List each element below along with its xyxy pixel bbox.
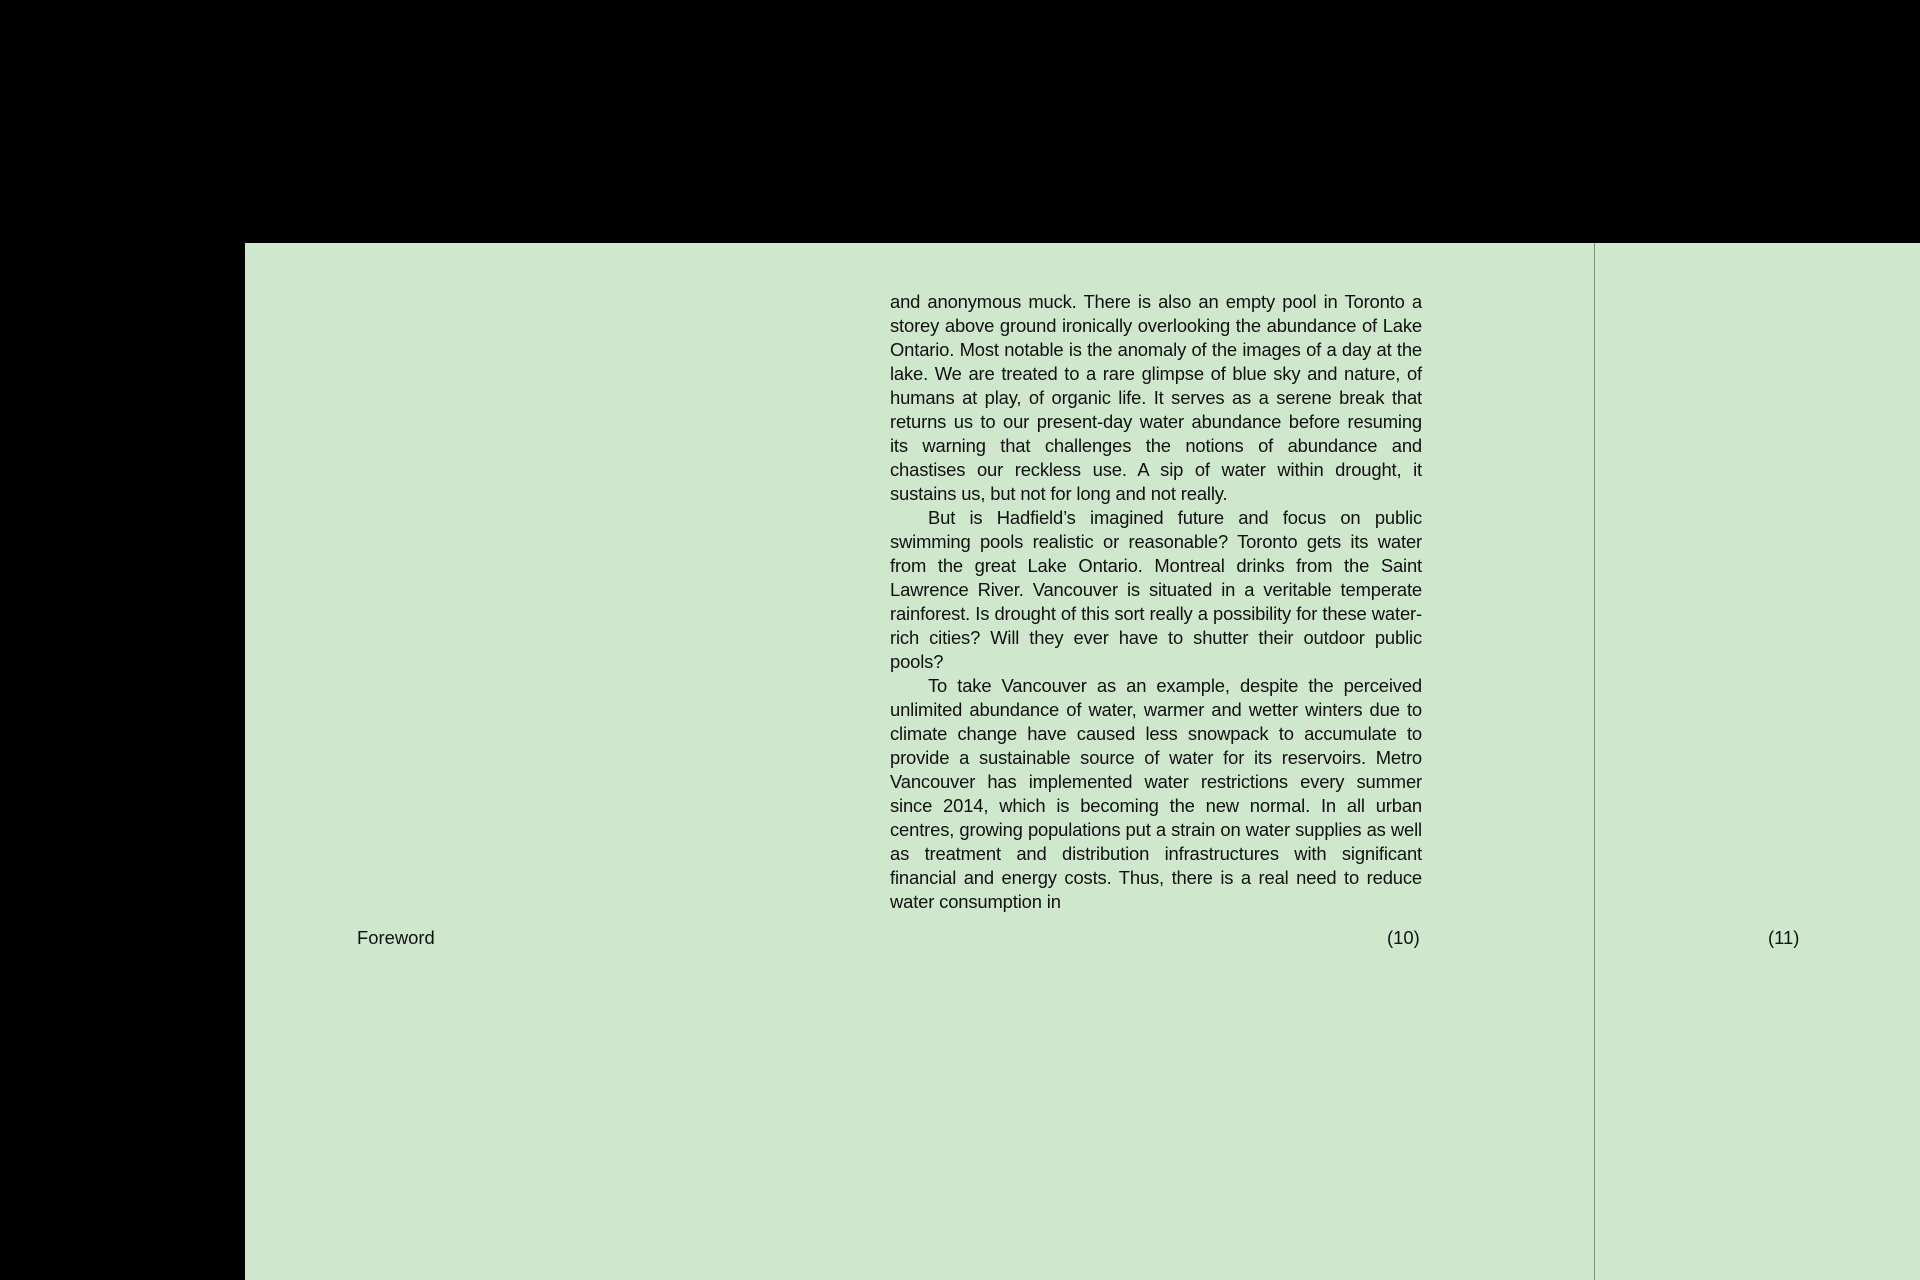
body-text-column (890, 290, 1422, 914)
left-page-number: (10) (1387, 927, 1420, 948)
running-title: Foreword (357, 927, 435, 948)
right-page (1595, 243, 1920, 1280)
right-page-number: (11) (1768, 927, 1800, 948)
paragraph-2: But is Hadfield’s imagined future and focus on public swimming pools realistic or reasonable? Toronto gets its water from the great Lake Ontario. Montreal drinks from the Saint Lawrence River. Vancouver is situated in a veritable temperate rainforest. Is drought of this sort really a possibility for these water-rich cities? Will they ever have to shutter their outdoor public pools? (890, 507, 1422, 672)
spine-gutter-line (1594, 243, 1595, 1280)
paragraph-1: and anonymous muck. There is also an empty pool in Toronto a storey above ground ironically overlooking the abundance of Lake Ontario. Most notable is the anomaly of the images of a day at the lake. We are treated to a rare glimpse of blue sky and nature, of humans at play, of organic life. It serves as a serene break that returns us to our present-day water abundance before resuming its warning that challenges the notions of abundance and chastises our reckless use. A sip of water within drought, it sustains us, but not for long and not really. (890, 291, 1422, 504)
paragraph-3: To take Vancouver as an example, despite the perceived unlimited abundance of water, warmer and wetter winters due to climate change have caused less snowpack to accumulate to provide a sustainable source of water for its reservoirs. Metro Vancouver has implemented water restrictions every summer since 2014, which is becoming the new normal. In all urban centres, growing populations put a strain on water supplies as well as treatment and distribution infrastructures with significant financial and energy costs. Thus, there is a real need to reduce water consumption in (890, 675, 1422, 912)
